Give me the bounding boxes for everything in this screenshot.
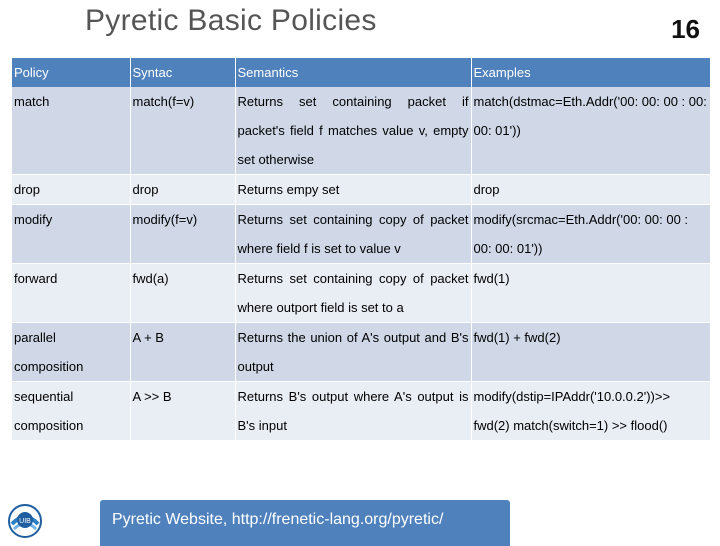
cell-semantics: Returns set containing copy of packet where outport field is set to a xyxy=(235,264,471,323)
footer-link-text[interactable]: Pyretic Website, http://frenetic-lang.org/pyretic/ xyxy=(112,511,444,528)
cell-example: modify(dstip=IPAddr('10.0.0.2'))>> fwd(2) match(switch=1) >> flood() xyxy=(471,382,710,441)
header-semantics: Semantics xyxy=(235,58,471,87)
cell-policy: modify xyxy=(12,205,130,264)
cell-syntax: match(f=v) xyxy=(130,87,235,175)
cell-example: drop xyxy=(471,175,710,205)
table-row xyxy=(12,87,710,175)
cell-syntax: fwd(a) xyxy=(130,264,235,323)
header-examples: Examples xyxy=(471,58,710,87)
table-row xyxy=(12,175,710,205)
footer-band xyxy=(100,500,510,546)
cell-semantics: Returns set containing copy of packet where field f is set to value v xyxy=(235,205,471,264)
logo-text: UIB xyxy=(19,518,31,525)
cell-syntax: A >> B xyxy=(130,382,235,441)
cell-syntax: A + B xyxy=(130,323,235,382)
cell-policy: match xyxy=(12,87,130,175)
cell-semantics: Returns B's output where A's output is B's input xyxy=(235,382,471,441)
header-syntax: Syntac xyxy=(130,58,235,87)
cell-syntax: modify(f=v) xyxy=(130,205,235,264)
page-number: 16 xyxy=(671,14,700,44)
cell-semantics: Returns empy set xyxy=(235,175,471,205)
cell-example: fwd(1) xyxy=(471,264,710,323)
cell-policy: sequential composition xyxy=(12,382,130,441)
table-row xyxy=(12,323,710,382)
table-row xyxy=(12,264,710,323)
cell-example: fwd(1) + fwd(2) xyxy=(471,323,710,382)
footer xyxy=(0,500,720,540)
cell-policy: forward xyxy=(12,264,130,323)
table-row xyxy=(12,382,710,441)
cell-example: match(dstmac=Eth.Addr('00: 00: 00 : 00: 00: 01')) xyxy=(471,87,710,175)
header-policy: Policy xyxy=(12,58,130,87)
cell-example: modify(srcmac=Eth.Addr('00: 00: 00 : 00: 00: 01')) xyxy=(471,205,710,264)
cell-syntax: drop xyxy=(130,175,235,205)
table-header-row xyxy=(12,58,710,87)
cell-policy: drop xyxy=(12,175,130,205)
cell-policy: parallel composition xyxy=(12,323,130,382)
table-row xyxy=(12,205,710,264)
cell-semantics: Returns the union of A's output and B's output xyxy=(235,323,471,382)
university-logo-icon xyxy=(4,498,46,540)
cell-semantics: Returns set containing packet if packet's field f matches value v, empty set otherwise xyxy=(235,87,471,175)
policy-table xyxy=(12,58,710,440)
slide-title: Pyretic Basic Policies xyxy=(85,4,377,37)
